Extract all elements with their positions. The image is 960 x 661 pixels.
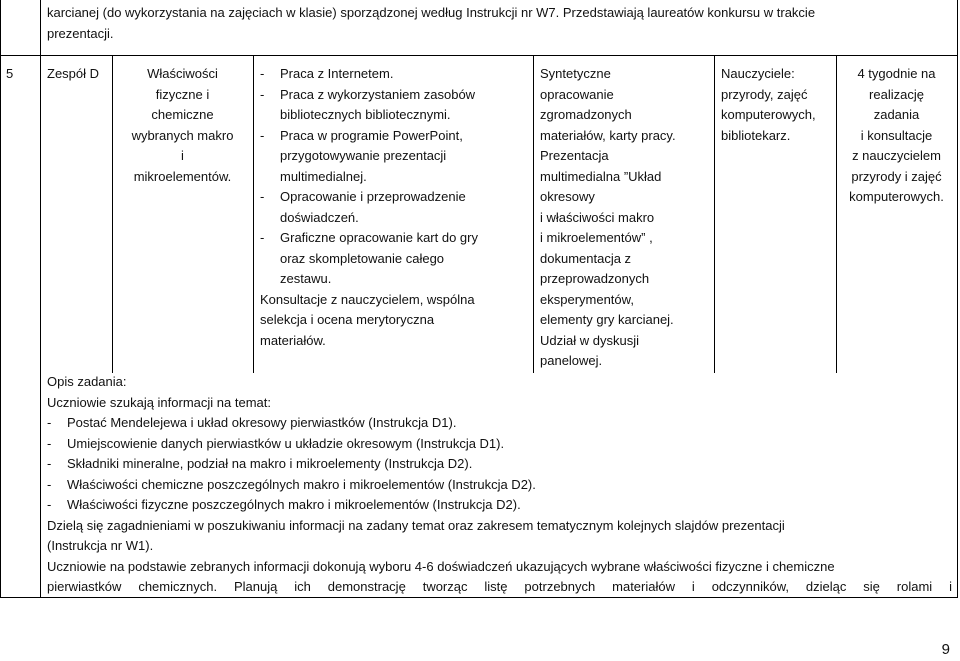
row-number: 5 (6, 66, 14, 81)
activity-item (260, 85, 528, 126)
table-border-right (957, 0, 958, 598)
col-divider-3 (253, 55, 254, 373)
task-paragraph-1-line-1: Dzielą się zagadnieniami w poszukiwaniu informacji na zadany temat oraz zakresem tematycznym kolejnych slajdów prezentacji (47, 517, 785, 533)
results-line: i mikroelementów” , (540, 230, 653, 245)
task-item-text: Właściwości chemiczne poszczególnych makro i mikroelementów (Instrukcja D2). (67, 476, 536, 492)
results-line: przeprowadzonych (540, 271, 650, 286)
activity-line: Graficzne opracowanie kart do gry (280, 230, 478, 245)
activity-dash: - (260, 127, 265, 143)
task-item-text: Składniki mineralne, podział na makro i mikroelementy (Instrukcja D2). (67, 456, 473, 471)
task-paragraph-2-line-2: pierwiastków chemicznych. Planują ich demonstrację tworząc listę potrzebnych materiałów i odczynników, dzieląc się rolami i (47, 579, 952, 594)
activity-line: oraz skompletowanie całego (280, 250, 445, 266)
task-description (47, 372, 952, 598)
duration-line: z nauczycielem (852, 148, 941, 163)
results-line: dokumentacja z (540, 250, 632, 266)
top-row-text (47, 3, 952, 44)
task-item-text: Postać Mendelejewa i układ okresowy pierwiastków (Instrukcja D1). (67, 415, 457, 430)
teachers-line: komputerowych, (721, 107, 816, 122)
duration-cell (836, 64, 957, 208)
activity-line: Opracowanie i przeprowadzenie (280, 189, 466, 204)
results-line: Udział w dyskusji (540, 332, 639, 348)
team-name: Zespół D (47, 66, 100, 81)
table-border-left (0, 0, 1, 598)
task-item: - Umiejscowienie danych pierwiastków u układzie okresowym (Instrukcja D1). (47, 434, 952, 455)
results-line: okresowy (540, 189, 595, 204)
duration-line: zadania (873, 107, 920, 122)
activities-cell (260, 64, 528, 351)
topic-line: mikroelementów. (133, 168, 232, 184)
results-line: opracowanie (540, 86, 614, 102)
activity-extra-line: selekcja i ocena merytoryczna (260, 312, 435, 327)
task-item-text: Właściwości fizyczne poszczególnych makro i mikroelementów (Instrukcja D2). (67, 497, 521, 512)
activity-line: Praca z wykorzystaniem zasobów (280, 86, 476, 102)
task-item: - Właściwości fizyczne poszczególnych makro i mikroelementów (Instrukcja D2). (47, 495, 952, 516)
topic-line: fizyczne i (155, 86, 210, 102)
teachers-line: Nauczyciele: (721, 66, 795, 81)
task-intro: Uczniowie szukają informacji na temat: (47, 394, 271, 410)
activity-line: multimedialnej. (280, 168, 367, 184)
results-line: Prezentacja (540, 148, 609, 163)
results-line: multimedialna ”Układ (540, 168, 662, 184)
task-item-text: Umiejscowienie danych pierwiastków u układzie okresowym (Instrukcja D1). (67, 435, 505, 451)
topic-line: i (181, 148, 184, 163)
top-row-line-2: prezentacji. (47, 25, 114, 41)
activity-line: Praca w programie PowerPoint, (280, 127, 463, 143)
col-divider-4 (533, 55, 534, 373)
activity-item (260, 64, 528, 85)
duration-line: 4 tygodnie na (857, 66, 936, 81)
results-line: Syntetyczne (540, 66, 611, 81)
topic-cell (112, 64, 253, 187)
results-line: eksperymentów, (540, 291, 634, 307)
activity-item (260, 228, 528, 290)
task-paragraph-1-line-2: (Instrukcja nr W1). (47, 538, 154, 553)
activity-item (260, 126, 528, 188)
activity-line: Praca z Internetem. (280, 66, 394, 81)
topic-line: wybranych makro (131, 127, 234, 143)
activity-item (260, 187, 528, 228)
activity-dash: - (260, 86, 265, 102)
results-cell (540, 64, 712, 372)
activity-dash: - (260, 230, 265, 245)
top-row-line-1: karcianej (do wykorzystania na zajęciach w klasie) sporządzonej według Instrukcji nr W7. Przedstawiają laureatów konkursu w trakcie (47, 5, 816, 20)
teachers-line: bibliotekarz. (721, 127, 791, 143)
activity-dash: - (260, 66, 265, 81)
duration-line: realizację (869, 86, 924, 102)
task-item: - Właściwości chemiczne poszczególnych makro i mikroelementów (Instrukcja D2). (47, 475, 952, 496)
teachers-line: przyrody, zajęć (721, 86, 808, 102)
task-paragraph-2-line-1: Uczniowie na podstawie zebranych informacji dokonują wyboru 4-6 doświadczeń ukazujących wybrane właściwości fizyczne i chemiczne (47, 558, 835, 574)
results-line: panelowej. (540, 353, 603, 368)
results-line: zgromadzonych (540, 107, 632, 122)
row-divider-1 (0, 55, 958, 56)
duration-line: i konsultacje (860, 127, 933, 143)
teachers-cell (721, 64, 833, 146)
duration-line: przyrody i zajęć (851, 168, 942, 184)
col-divider-5 (714, 55, 715, 373)
results-line: materiałów, karty pracy. (540, 127, 676, 143)
task-heading: Opis zadania: (47, 374, 127, 389)
task-item: - Postać Mendelejewa i układ okresowy pierwiastków (Instrukcja D1). (47, 413, 952, 434)
duration-line: komputerowych. (849, 189, 944, 204)
activity-dash: - (260, 189, 265, 204)
activity-line: przygotowywanie prezentacji (280, 148, 447, 163)
results-line: elementy gry karcianej. (540, 312, 674, 327)
task-item: - Składniki mineralne, podział na makro i mikroelementy (Instrukcja D2). (47, 454, 952, 475)
activity-line: doświadczeń. (280, 209, 359, 225)
page-number: 9 (941, 641, 950, 658)
activity-extra-line: Konsultacje z nauczycielem, wspólna (260, 291, 475, 307)
col-divider-1 (40, 0, 41, 598)
topic-line: chemiczne (151, 107, 214, 122)
results-line: i właściwości makro (540, 209, 655, 225)
activity-extra-line: materiałów. (260, 332, 326, 348)
activity-line: bibliotecznych bibliotecznymi. (280, 107, 451, 122)
topic-line: Właściwości (147, 66, 218, 81)
activity-line: zestawu. (280, 271, 332, 286)
